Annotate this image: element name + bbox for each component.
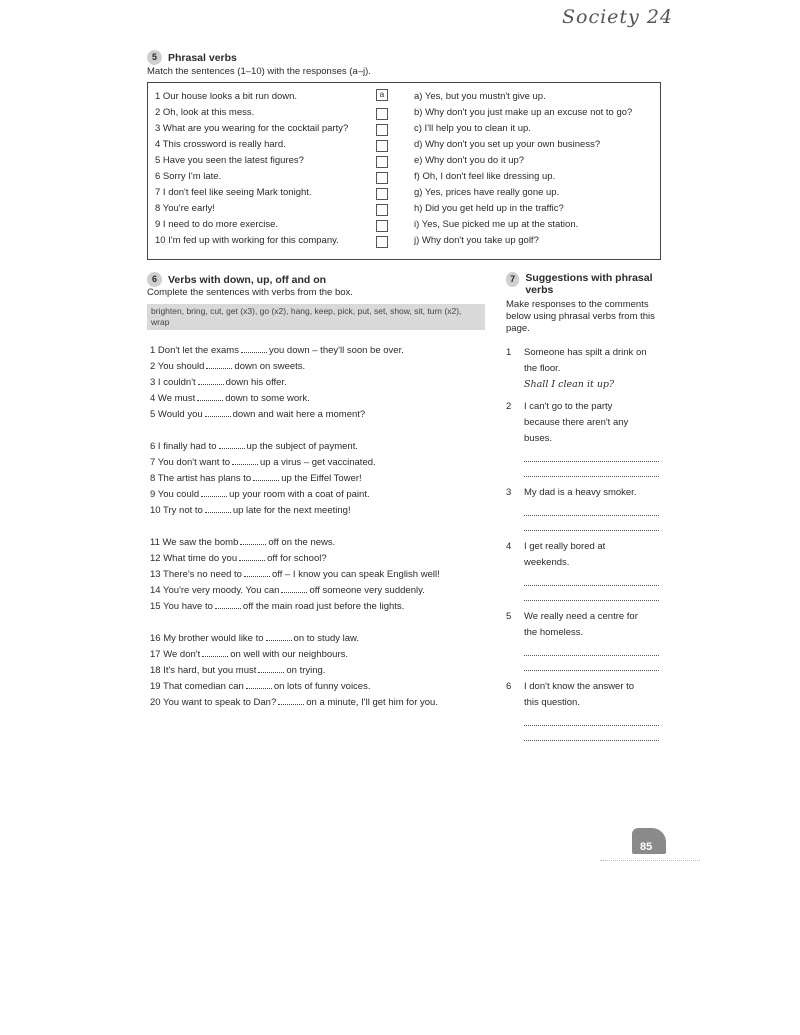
item-text: buses. <box>524 433 552 444</box>
response-item: j) Why don't you take up golf? <box>414 235 539 246</box>
gap-blank[interactable] <box>215 599 241 609</box>
suggestion-item <box>506 679 666 741</box>
gap-blank[interactable] <box>205 407 231 417</box>
gap-blank[interactable] <box>198 375 224 385</box>
item-number: 4 <box>506 541 512 552</box>
answer-line[interactable] <box>524 447 659 462</box>
suggestion-item <box>506 485 666 531</box>
sentence-group <box>150 535 495 615</box>
gap-sentence: 15 You have to off the main road just before the lights. <box>150 601 405 612</box>
item-text: We really need a centre for <box>524 611 638 622</box>
sentence-item: 9 I need to do more exercise. <box>155 219 279 230</box>
response-item: h) Did you get held up in the traffic? <box>414 203 564 214</box>
answer-box[interactable] <box>376 204 388 216</box>
response-item: g) Yes, prices have really gone up. <box>414 187 560 198</box>
gap-sentence: 2 You should down on sweets. <box>150 361 306 372</box>
section-5-title: Phrasal verbs <box>168 51 237 64</box>
gap-sentence: 19 That comedian can on lots of funny voices. <box>150 681 371 692</box>
response-item: i) Yes, Sue picked me up at the station. <box>414 219 579 230</box>
answer-box[interactable] <box>376 172 388 184</box>
gap-sentence: 10 Try not to up late for the next meeting! <box>150 505 351 516</box>
answer-line[interactable] <box>524 462 659 477</box>
gap-sentence: 16 My brother would like to on to study law. <box>150 633 360 644</box>
gap-sentence: 3 I couldn't down his offer. <box>150 377 287 388</box>
sentence-item: 2 Oh, look at this mess. <box>155 107 255 118</box>
gap-sentence: 5 Would you down and wait here a moment? <box>150 409 366 420</box>
section-5-instruction: Match the sentences (1–10) with the responses (a–j). <box>147 66 371 77</box>
item-text: weekends. <box>524 557 570 568</box>
gap-sentence: 17 We don't on well with our neighbours. <box>150 649 348 660</box>
item-number: 2 <box>506 401 512 412</box>
item-text: because there aren't any <box>524 417 629 428</box>
response-item: d) Why don't you set up your own business? <box>414 139 601 150</box>
gap-blank[interactable] <box>244 567 270 577</box>
sentence-item: 4 This crossword is really hard. <box>155 139 286 150</box>
gap-blank[interactable] <box>266 631 292 641</box>
section-7-title: Suggestions with phrasal verbs <box>525 272 653 296</box>
sentence-item: 1 Our house looks a bit run down. <box>155 91 298 102</box>
section-6-heading <box>147 272 326 287</box>
suggestion-item <box>506 399 666 477</box>
sentence-item: 3 What are you wearing for the cocktail party? <box>155 123 349 134</box>
response-item: b) Why don't you just make up an excuse not to go? <box>414 107 633 118</box>
answer-line[interactable] <box>524 516 659 531</box>
sentence-group <box>150 439 495 519</box>
item-text: Someone has spilt a drink on <box>524 347 647 358</box>
gap-sentence: 20 You want to speak to Dan? on a minute, I'll get him for you. <box>150 697 438 708</box>
answer-boxes <box>376 89 388 249</box>
page-number: 85 <box>640 841 653 853</box>
gap-blank[interactable] <box>258 663 284 673</box>
sentence-group <box>150 343 495 423</box>
example-answer: Shall I clean it up? <box>524 379 615 390</box>
answer-box[interactable] <box>376 156 388 168</box>
section-6-title: Verbs with down, up, off and on <box>168 273 327 286</box>
section-6-instruction: Complete the sentences with verbs from the box. <box>147 287 353 298</box>
response-item: c) I'll help you to clean it up. <box>414 123 531 134</box>
answer-box[interactable]: a <box>376 89 388 101</box>
gap-blank[interactable] <box>240 535 266 545</box>
gap-sentence: 4 We must down to some work. <box>150 393 310 404</box>
section-7-number: 7 <box>506 272 519 287</box>
section-7 <box>506 272 666 335</box>
gap-sentence: 11 We saw the bomb off on the news. <box>150 537 336 548</box>
item-text: I get really bored at <box>524 541 606 552</box>
gap-blank[interactable] <box>281 583 307 593</box>
section-5-heading <box>147 50 237 65</box>
gap-sentence: 8 The artist has plans to up the Eiffel Tower! <box>150 473 362 484</box>
answer-box[interactable] <box>376 124 388 136</box>
gap-blank[interactable] <box>246 679 272 689</box>
answer-line[interactable] <box>524 501 659 516</box>
verb-box: brighten, bring, cut, get (x3), go (x2), hang, keep, pick, put, set, show, sit, turn (x2), wrap <box>147 304 485 330</box>
item-text: My dad is a heavy smoker. <box>524 487 637 498</box>
suggestion-item <box>506 609 666 671</box>
item-text: I don't know the answer to <box>524 681 635 692</box>
item-text: the floor. <box>524 363 561 374</box>
answer-line[interactable] <box>524 571 659 586</box>
gap-sentence: 7 You don't want to up a virus – get vaccinated. <box>150 457 376 468</box>
suggestion-list <box>506 345 666 741</box>
gap-blank[interactable] <box>197 391 223 401</box>
section-7-heading <box>506 272 666 296</box>
response-item: f) Oh, I don't feel like dressing up. <box>414 171 556 182</box>
answer-line[interactable] <box>524 656 659 671</box>
answer-box[interactable] <box>376 188 388 200</box>
sentence-list <box>155 89 348 249</box>
gap-sentence: 1 Don't let the exams you down – they'll soon be over. <box>150 345 404 356</box>
item-text: the homeless. <box>524 627 584 638</box>
item-text: I can't go to the party <box>524 401 613 412</box>
item-number: 1 <box>506 347 512 358</box>
gap-blank[interactable] <box>253 471 279 481</box>
gap-blank[interactable] <box>202 647 228 657</box>
gap-blank[interactable] <box>232 455 258 465</box>
response-item: e) Why don't you do it up? <box>414 155 525 166</box>
sentence-item: 10 I'm fed up with working for this company. <box>155 235 339 246</box>
item-number: 5 <box>506 611 512 622</box>
gap-sentence: 9 You could up your room with a coat of paint. <box>150 489 370 500</box>
gap-sentence: 18 It's hard, but you must on trying. <box>150 665 326 676</box>
suggestion-item <box>506 539 666 601</box>
sentence-item: 8 You're early! <box>155 203 215 214</box>
answer-line[interactable] <box>524 726 659 741</box>
item-number: 3 <box>506 487 512 498</box>
gap-blank[interactable] <box>205 503 231 513</box>
response-list <box>414 89 632 249</box>
item-text: this question. <box>524 697 580 708</box>
sentence-group <box>150 631 495 711</box>
gap-blank[interactable] <box>201 487 227 497</box>
sentence-item: 6 Sorry I'm late. <box>155 171 222 182</box>
gap-sentence: 14 You're very moody. You can off someone very suddenly. <box>150 585 425 596</box>
gap-blank[interactable] <box>278 695 304 705</box>
section-7-instruction: Make responses to the comments below using phrasal verbs from this page. <box>506 299 655 334</box>
section-5-number: 5 <box>147 50 162 65</box>
gap-sentence: 12 What time do you off for school? <box>150 553 327 564</box>
gap-blank[interactable] <box>241 343 267 353</box>
sentence-groups <box>150 343 495 711</box>
gap-blank[interactable] <box>219 439 245 449</box>
answer-line[interactable] <box>524 641 659 656</box>
answer-box[interactable] <box>376 220 388 232</box>
answer-box[interactable] <box>376 108 388 120</box>
answer-box[interactable] <box>376 140 388 152</box>
gap-sentence: 6 I finally had to up the subject of payment. <box>150 441 358 452</box>
response-item: a) Yes, but you mustn't give up. <box>414 91 546 102</box>
answer-box[interactable] <box>376 236 388 248</box>
gap-sentence: 13 There's no need to off – I know you can speak English well! <box>150 569 440 580</box>
answer-line[interactable] <box>524 711 659 726</box>
suggestion-item <box>506 345 666 393</box>
gap-blank[interactable] <box>239 551 265 561</box>
item-number: 6 <box>506 681 512 692</box>
page-header: Society 24 <box>562 6 674 28</box>
sentence-item: 5 Have you seen the latest figures? <box>155 155 304 166</box>
section-6-number: 6 <box>147 272 162 287</box>
gap-blank[interactable] <box>206 359 232 369</box>
sentence-item: 7 I don't feel like seeing Mark tonight. <box>155 187 312 198</box>
answer-line[interactable] <box>524 586 659 601</box>
